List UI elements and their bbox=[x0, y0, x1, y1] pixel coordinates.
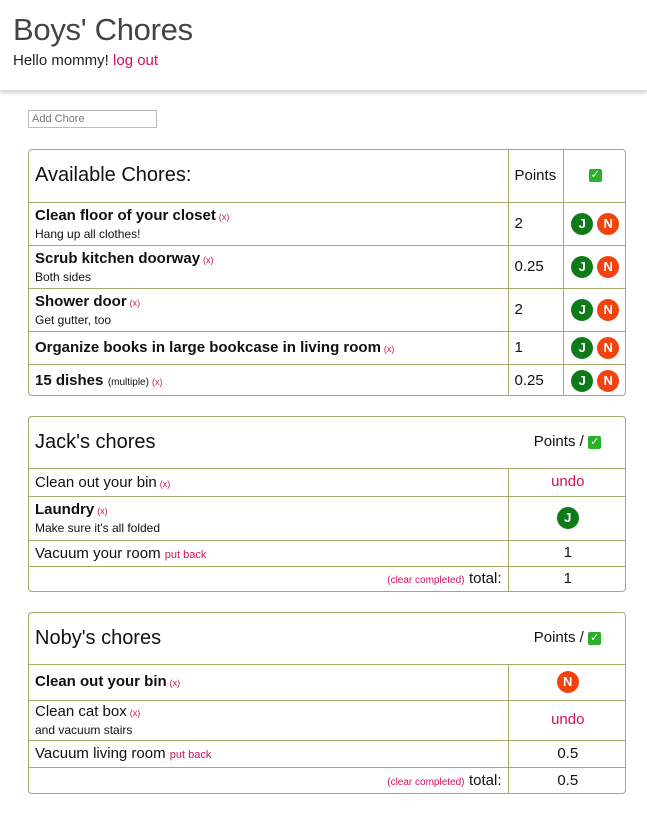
table-row bbox=[29, 540, 626, 566]
assign-jack-button[interactable]: J bbox=[571, 213, 593, 235]
table-row bbox=[29, 364, 626, 396]
complete-noby-button[interactable]: N bbox=[557, 671, 579, 693]
chore-desc: Get gutter, too bbox=[35, 312, 112, 327]
page-header bbox=[0, 0, 647, 91]
check-icon: ✓ bbox=[590, 435, 600, 448]
points-header: Points / bbox=[533, 629, 584, 647]
table-row bbox=[29, 468, 626, 496]
assign-jack-button[interactable]: J bbox=[571, 299, 593, 321]
logout-link[interactable]: log out bbox=[113, 52, 159, 69]
chore-name: Laundry bbox=[35, 501, 95, 518]
check-icon: ✓ bbox=[590, 169, 600, 182]
chore-name: 15 dishes bbox=[35, 371, 104, 389]
assign-noby-button[interactable]: N bbox=[597, 370, 619, 392]
add-chore-input[interactable] bbox=[28, 110, 157, 128]
assign-noby-button[interactable]: N bbox=[597, 213, 619, 235]
greeting-text: Hello mommy! bbox=[13, 52, 109, 69]
clear-completed-link[interactable]: (clear completed) bbox=[387, 575, 465, 587]
chore-points: 0.25 bbox=[514, 371, 544, 389]
total-row bbox=[29, 767, 626, 794]
assign-noby-button[interactable]: N bbox=[597, 337, 619, 359]
total-row bbox=[29, 566, 626, 592]
chore-points: 1 bbox=[514, 338, 523, 356]
undo-link[interactable]: undo bbox=[551, 711, 585, 728]
table-row bbox=[29, 664, 626, 700]
delete-chore-link[interactable]: (x) bbox=[129, 708, 141, 718]
complete-jack-button[interactable]: J bbox=[557, 507, 579, 529]
chore-name: Clean out your bin bbox=[35, 673, 167, 690]
table-row bbox=[29, 202, 626, 245]
delete-chore-link[interactable]: (x) bbox=[203, 254, 214, 265]
points-header: Points bbox=[514, 166, 557, 184]
jack-chores-table bbox=[28, 416, 626, 592]
chore-desc: Make sure it's all folded bbox=[35, 521, 161, 535]
assign-jack-button[interactable]: J bbox=[571, 337, 593, 359]
total-label: total: bbox=[468, 570, 502, 588]
chore-name: Vacuum living room bbox=[35, 745, 166, 762]
chore-points: 2 bbox=[514, 300, 523, 318]
table-row bbox=[29, 331, 626, 364]
table-row bbox=[29, 288, 626, 331]
assign-jack-button[interactable]: J bbox=[571, 256, 593, 278]
assign-noby-button[interactable]: N bbox=[597, 256, 619, 278]
delete-chore-link[interactable]: (x) bbox=[129, 297, 141, 308]
available-chores-table bbox=[28, 149, 626, 396]
undo-link[interactable]: undo bbox=[551, 473, 585, 490]
assign-noby-button[interactable]: N bbox=[597, 299, 619, 321]
chore-points: 2 bbox=[514, 214, 523, 232]
chore-desc: Both sides bbox=[35, 269, 92, 284]
chore-points: 0.5 bbox=[557, 744, 579, 762]
greeting bbox=[13, 52, 158, 69]
chore-desc: Hang up all clothes! bbox=[35, 226, 141, 241]
noby-chores-title: Noby's chores bbox=[35, 626, 162, 649]
chore-name: Scrub kitchen doorway bbox=[35, 249, 201, 267]
chore-name: Vacuum your room bbox=[35, 544, 161, 562]
table-row bbox=[29, 245, 626, 288]
delete-chore-link[interactable]: (x) bbox=[159, 478, 171, 489]
total-value: 0.5 bbox=[557, 771, 579, 789]
clear-completed-link[interactable]: (clear completed) bbox=[387, 776, 465, 788]
delete-chore-link[interactable]: (x) bbox=[383, 343, 395, 354]
points-header: Points / bbox=[533, 433, 584, 451]
put-back-link[interactable]: put back bbox=[169, 749, 212, 761]
table-row bbox=[29, 700, 626, 740]
chore-name: Clean floor of your closet bbox=[35, 206, 216, 224]
total-label: total: bbox=[468, 771, 502, 789]
total-value: 1 bbox=[563, 570, 572, 588]
table-row bbox=[29, 496, 626, 540]
chore-name: Organize books in large bookcase in living room bbox=[35, 338, 381, 356]
multiple-label: (multiple) bbox=[107, 376, 149, 388]
delete-chore-link[interactable]: (x) bbox=[218, 211, 230, 222]
check-icon: ✓ bbox=[590, 631, 600, 644]
chore-desc: and vacuum stairs bbox=[35, 723, 133, 737]
put-back-link[interactable]: put back bbox=[164, 548, 207, 561]
chore-points: 1 bbox=[563, 544, 572, 561]
available-chores-title: Available Chores: bbox=[35, 164, 192, 187]
delete-chore-link[interactable]: (x) bbox=[97, 506, 108, 516]
noby-chores-table bbox=[28, 612, 626, 794]
table-row bbox=[29, 740, 626, 767]
page-title: Boys' Chores bbox=[13, 12, 193, 47]
chore-name: Clean cat box bbox=[35, 703, 127, 720]
jack-chores-title: Jack's chores bbox=[35, 430, 156, 453]
chore-name: Shower door bbox=[35, 292, 127, 310]
delete-chore-link[interactable]: (x) bbox=[151, 376, 163, 387]
chore-points: 0.25 bbox=[514, 257, 544, 275]
delete-chore-link[interactable]: (x) bbox=[169, 678, 181, 688]
chore-name: Clean out your bin bbox=[35, 473, 157, 491]
assign-jack-button[interactable]: J bbox=[571, 370, 593, 392]
